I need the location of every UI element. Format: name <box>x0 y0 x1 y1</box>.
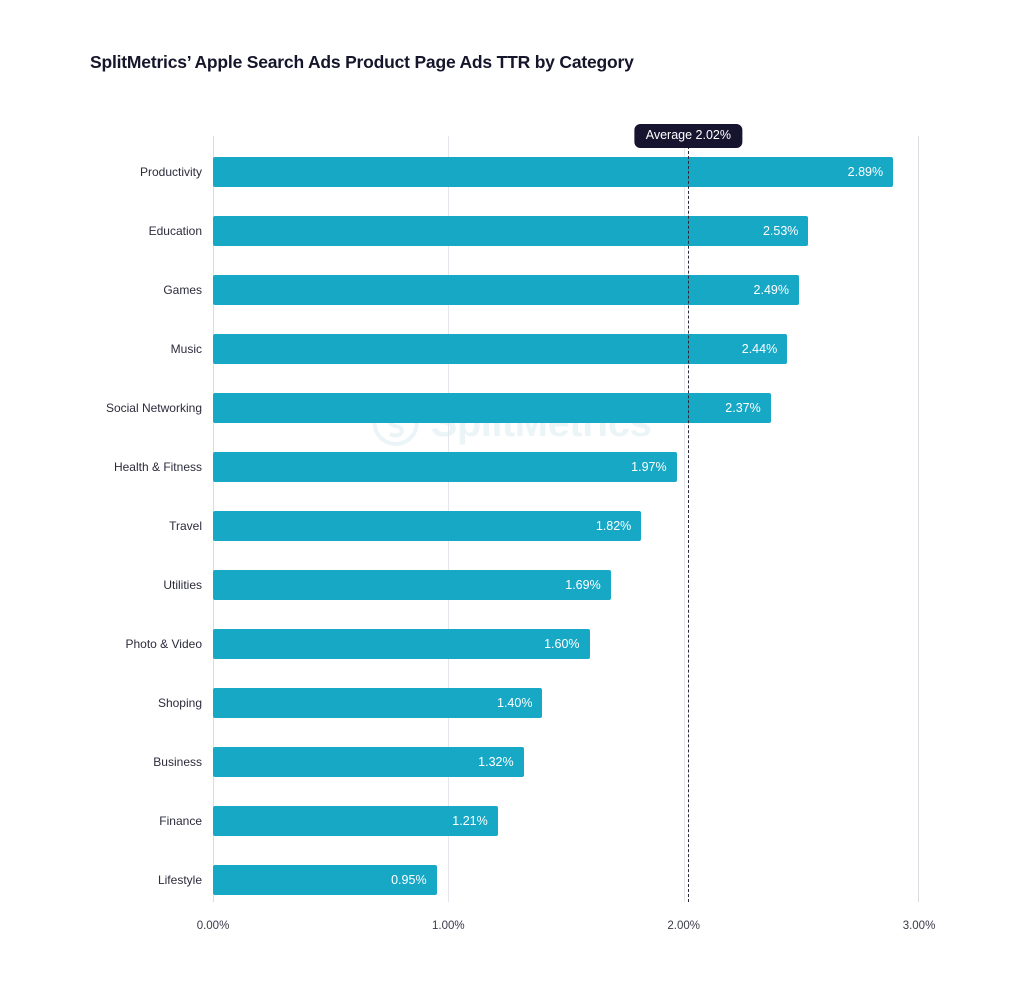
bar[interactable] <box>213 393 771 423</box>
x-tick-label: 0.00% <box>196 920 230 932</box>
bar-row <box>213 216 919 246</box>
bar-row <box>213 747 919 777</box>
bar-value-label: 1.40% <box>497 695 533 710</box>
bar[interactable] <box>213 216 808 246</box>
bar[interactable] <box>213 334 787 364</box>
bar[interactable] <box>213 570 611 600</box>
bar-value-label: 0.95% <box>391 872 427 887</box>
page-title: SplitMetrics’ Apple Search Ads Product Page Ads TTR by Category <box>90 52 634 72</box>
average-line <box>688 136 689 902</box>
bar-row <box>213 865 919 895</box>
bar-value-label: 1.32% <box>478 754 514 769</box>
bar-value-label: 1.69% <box>565 577 601 592</box>
bar-row <box>213 452 919 482</box>
average-badge: Average 2.02% <box>635 124 742 148</box>
bar-value-label: 2.89% <box>847 165 884 180</box>
bar[interactable] <box>213 688 542 718</box>
category-axis-labels <box>0 136 202 902</box>
bar-value-label: 1.21% <box>452 813 488 828</box>
bar[interactable] <box>213 157 893 187</box>
category-label: Health & Fitness <box>113 460 202 475</box>
bar-value-label: 1.60% <box>544 636 580 651</box>
plot-area <box>213 128 919 902</box>
bar-value-label: 2.49% <box>753 283 789 298</box>
bar-row <box>213 393 919 423</box>
x-tick-label: 2.00% <box>667 920 700 932</box>
bar-row <box>213 570 919 600</box>
bar[interactable] <box>213 865 437 895</box>
category-label: Utilities <box>163 577 202 592</box>
category-label: Lifestyle <box>157 872 202 887</box>
category-label: Finance <box>159 813 202 828</box>
bar[interactable] <box>213 747 524 777</box>
category-label: Shoping <box>157 695 202 710</box>
bar-row <box>213 688 919 718</box>
bar-row <box>213 806 919 836</box>
category-label: Games <box>163 283 202 298</box>
bar-row <box>213 511 919 541</box>
bar-row <box>213 275 919 305</box>
bar[interactable] <box>213 452 677 482</box>
category-label: Travel <box>169 519 202 533</box>
category-label: Music <box>170 342 202 357</box>
bar-row <box>213 629 919 659</box>
bar[interactable] <box>213 275 799 305</box>
bar-value-label: 2.37% <box>725 401 761 416</box>
bar-value-label: 2.44% <box>741 342 778 357</box>
bar-row <box>213 334 919 364</box>
bar[interactable] <box>213 629 590 659</box>
x-tick-label: 3.00% <box>902 920 936 932</box>
category-label: Education <box>148 224 202 239</box>
x-axis-labels <box>196 920 936 940</box>
bar-value-label: 1.82% <box>595 519 632 533</box>
x-tick-label: 1.00% <box>432 920 465 932</box>
category-label: Business <box>153 754 202 769</box>
bar-value-label: 1.97% <box>631 460 667 475</box>
bar-value-label: 2.53% <box>762 224 799 239</box>
category-label: Social Networking <box>105 401 202 416</box>
bar[interactable] <box>213 511 641 541</box>
category-label: Photo & Video <box>125 636 202 651</box>
bar[interactable] <box>213 806 498 836</box>
bar-row <box>213 157 919 187</box>
category-label: Productivity <box>139 165 202 180</box>
